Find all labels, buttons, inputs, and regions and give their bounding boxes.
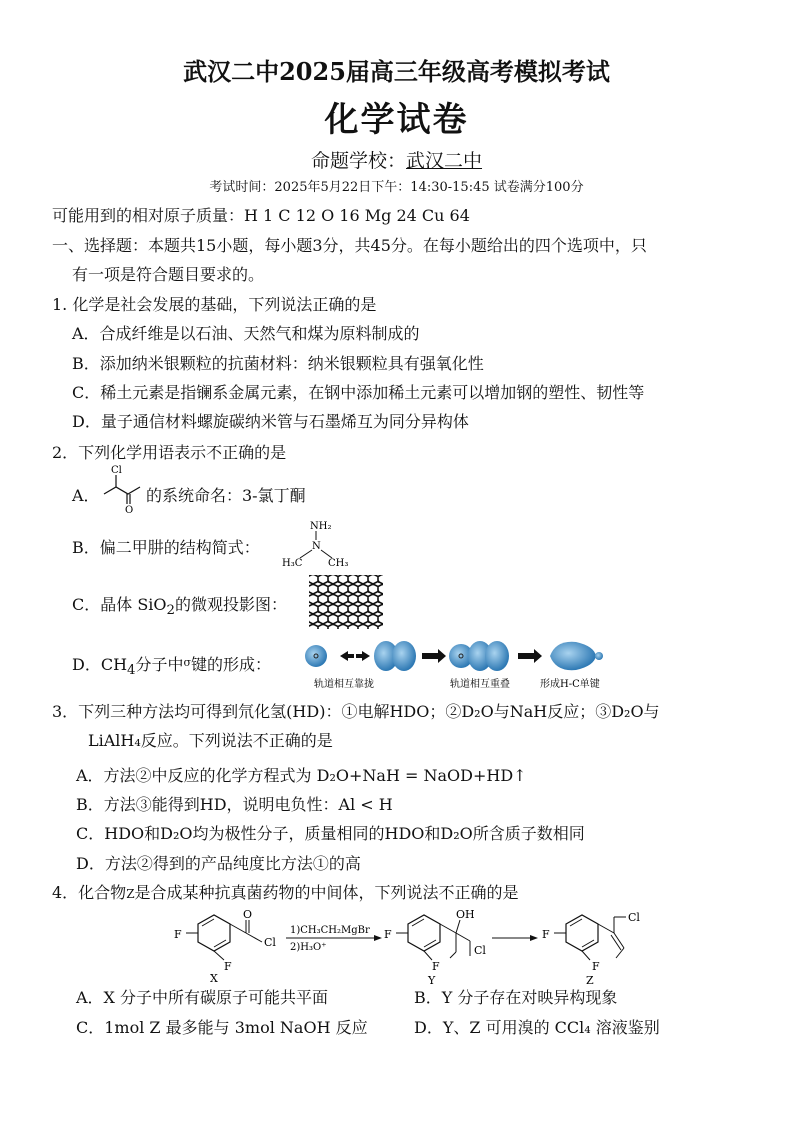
x-chlorine: Cl xyxy=(264,936,276,949)
exam-title: 武汉二中2025届高三年级高考模拟考试 xyxy=(183,57,610,86)
q2-option-b: B．偏二甲肼的结构简式： xyxy=(72,538,260,557)
atomic-masses: 可能用到的相对原子质量：H 1 C 12 O 16 Mg 24 Cu 64 xyxy=(52,206,470,225)
section-heading: 一、选择题：本题共15小题，每小题3分，共45分。在每小题给出的四个选项中，只 xyxy=(52,236,647,255)
q3-option-c: C．HDO和D₂O均为极性分子，质量相同的HDO和D₂O所含质子数相同 xyxy=(76,824,585,843)
q2-stem: 2．下列化学用语表示不正确的是 xyxy=(52,443,287,462)
caption-bond: 形成H-C单键 xyxy=(540,679,600,690)
udmh-structure xyxy=(280,518,352,568)
q4-option-a: A．X 分子中所有碳原子可能共平面 xyxy=(76,988,329,1007)
y-hydroxyl: OH xyxy=(456,908,475,921)
y-fluorine-2: F xyxy=(432,960,440,973)
q4-z-label: Z xyxy=(126,887,135,901)
q3-option-b: B．方法③能得到HD，说明电负性：Al < H xyxy=(76,795,393,814)
q4-option-d: D．Y、Z 可用溴的 CCl₄ 溶液鉴别 xyxy=(414,1018,660,1037)
sio2-projection-image xyxy=(308,574,384,630)
q2-option-a-text: 的系统命名：3-氯丁酮 xyxy=(146,486,306,505)
reagent-acid: 2)H₃O⁺ xyxy=(290,942,327,953)
x-fluorine-2: F xyxy=(224,960,232,973)
q4-option-b: B．Y 分子存在对映异构现象 xyxy=(414,988,618,1007)
q1-option-c: C．稀土元素是指镧系金属元素，在钢中添加稀土元素可以增加钢的塑性、韧性等 xyxy=(72,383,645,402)
q1-option-b: B．添加纳米银颗粒的抗菌材料：纳米银颗粒具有强氧化性 xyxy=(72,354,484,373)
ch3-right-label: CH₃ xyxy=(328,558,349,568)
q1-option-d: D．量子通信材料螺旋碳纳米管与石墨烯互为同分异构体 xyxy=(72,412,469,431)
exam-time-info: 考试时间：2025年5月22日下午：14:30-15:45 试卷满分100分 xyxy=(209,180,584,195)
compound-z-label: Z xyxy=(586,974,594,986)
z-fluorine-1: F xyxy=(542,928,550,941)
n-label: N xyxy=(312,541,321,552)
caption-overlap: 轨道相互重叠 xyxy=(450,679,510,690)
q2-option-d: D．$CH_4$分子中$^\sigma$键的形成： xyxy=(72,655,272,679)
x-fluorine-1: F xyxy=(174,928,182,941)
q1-option-a: A．合成纤维是以石油、天然气和煤为原料制成的 xyxy=(72,324,420,343)
school-name: 武汉二中 xyxy=(406,150,483,172)
synthesis-scheme xyxy=(168,908,668,986)
chloro-butanone-structure xyxy=(100,462,148,514)
q3-option-d: D．方法②得到的产品纯度比方法①的高 xyxy=(76,854,361,873)
section-heading-cont: 有一项是符合题目要求的。 xyxy=(72,265,265,284)
z-chlorine: Cl xyxy=(628,911,640,924)
y-fluorine-1: F xyxy=(384,928,392,941)
z-fluorine-2: F xyxy=(592,960,600,973)
q3-option-a: A．方法②中反应的化学方程式为 D₂O+NaH = NaOD+HD↑ xyxy=(76,766,527,785)
x-oxygen: O xyxy=(243,908,253,921)
q2-option-a-label: A． xyxy=(72,486,100,505)
oxygen-label: O xyxy=(125,505,134,514)
ch3-left-label: H₃C xyxy=(282,558,303,568)
q3-stem-line2: LiAlH₄反应。下列说法不正确的是 xyxy=(88,731,333,750)
compound-x-label: X xyxy=(210,972,218,985)
q4-stem: 4．化合物Z是合成某种抗真菌药物的中间体，下列说法不正确的是 xyxy=(52,883,519,902)
q1-stem: 1. 化学是社会发展的基础，下列说法正确的是 xyxy=(52,295,377,314)
q4-option-c: C．1mol Z 最多能与 3mol NaOH 反应 xyxy=(76,1018,368,1037)
chlorine-label: Cl xyxy=(111,465,122,476)
y-chlorine: Cl xyxy=(474,944,486,957)
caption-approach: 轨道相互靠拢 xyxy=(314,679,374,690)
school-line xyxy=(0,146,793,173)
q2-option-c: C．晶体 SiO$_2$的微观投影图： xyxy=(72,595,288,619)
q3-stem-line1: 3．下列三种方法均可得到氘化氢(HD)：①电解HDO；②D₂O与NaH反应；③D₂O与 xyxy=(52,702,660,721)
nh2-label: NH₂ xyxy=(310,521,332,532)
subject-title: 化学试卷 xyxy=(324,100,469,140)
reagent-grignard: 1)CH₃CH₂MgBr xyxy=(290,925,370,936)
sigma-bond-formation-diagram xyxy=(300,636,610,690)
school-label: 命题学校： xyxy=(310,150,406,172)
compound-y-label: Y xyxy=(428,974,436,986)
